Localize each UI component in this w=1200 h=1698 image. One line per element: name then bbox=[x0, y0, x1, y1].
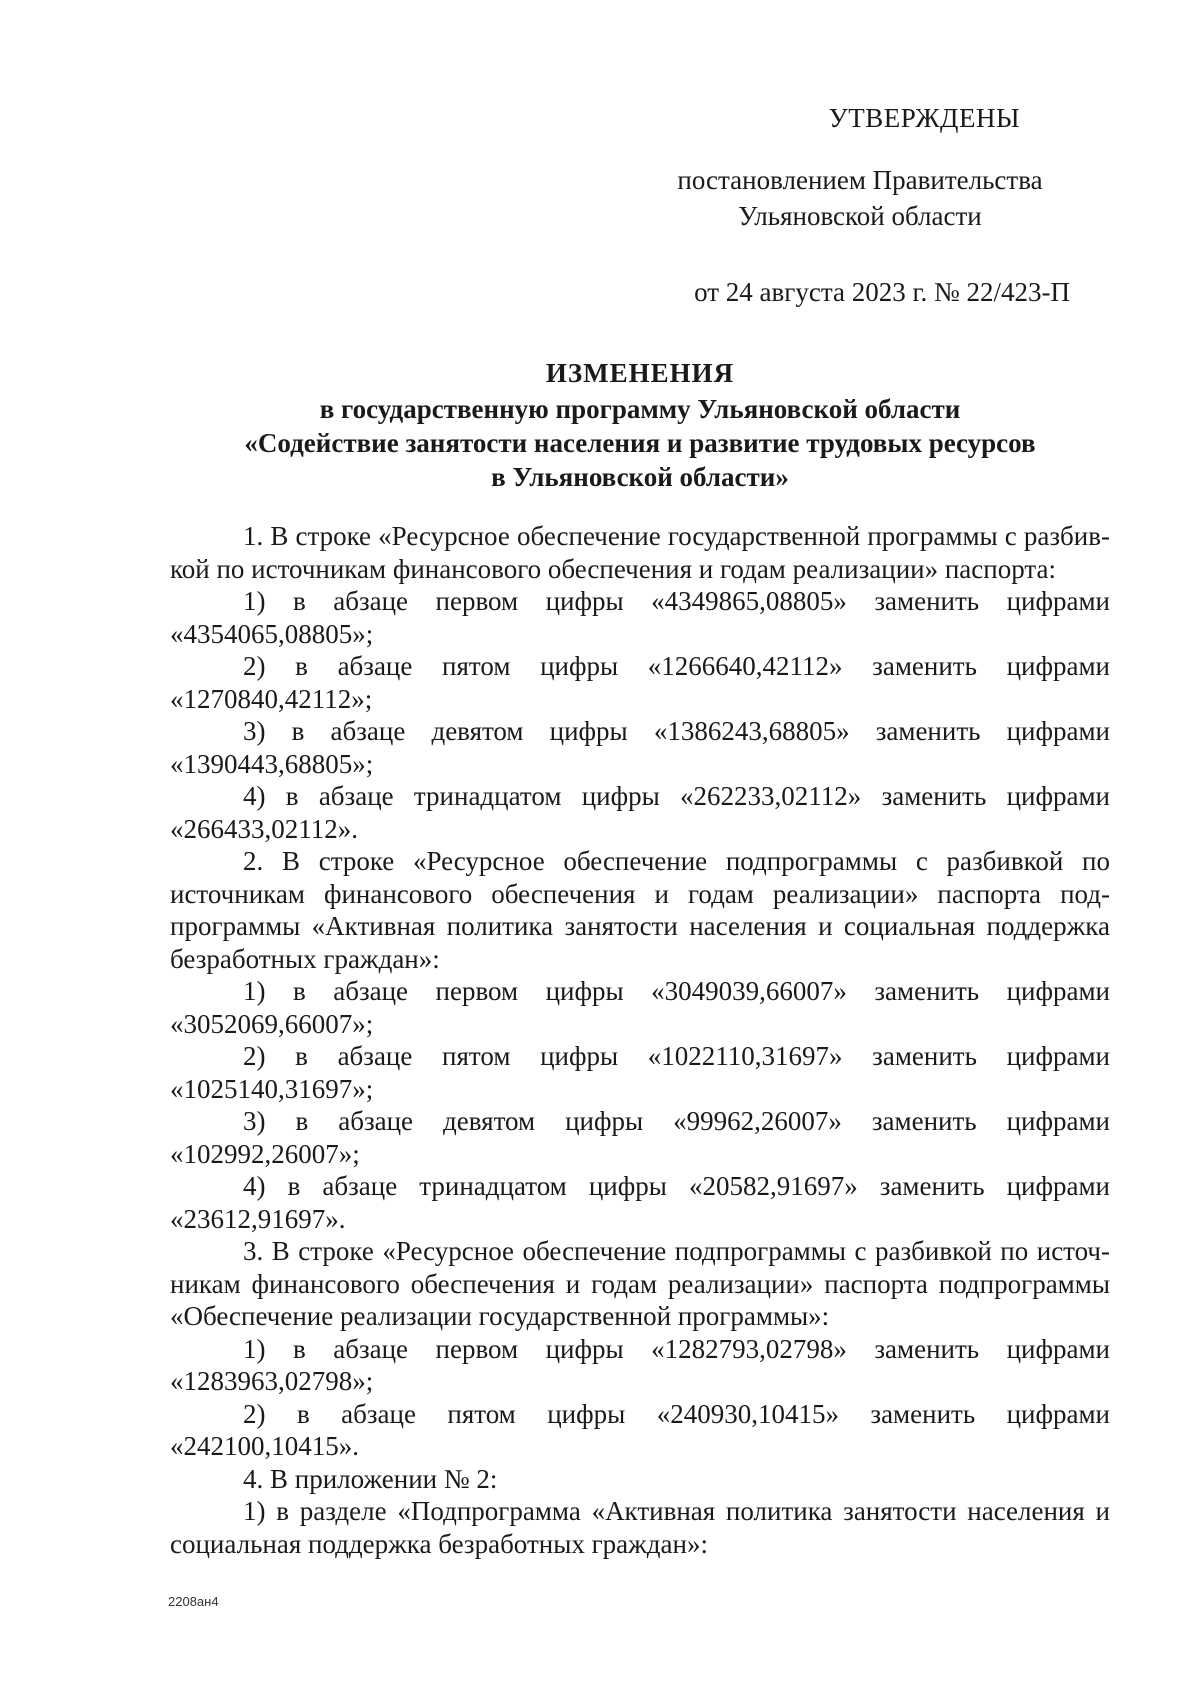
paragraph: 3) в абзаце девятом цифры «1386243,68805» заменить цифрами «1390443,68805»; bbox=[170, 716, 1110, 779]
document-title bbox=[170, 356, 1110, 494]
paragraph: 2. В строке «Ресурсное обеспечение подпрограммы с разбивкой по источникам финансового обеспечения и годам реализации» паспорта подпрограммы «Активная политика занятости населения и социальная поддержка безработных граждан»: bbox=[170, 846, 1110, 974]
approved-by-line-2: Ульяновской области bbox=[738, 201, 982, 231]
paragraph: 1. В строке «Ресурсное обеспечение государственной программы с разбивкой по источникам финансового обеспечения и годам реализации» паспорта: bbox=[170, 521, 1110, 584]
document-code: 2208ан4 bbox=[168, 1594, 219, 1609]
paragraph: 4) в абзаце тринадцатом цифры «20582,91697» заменить цифрами «23612,91697». bbox=[170, 1171, 1110, 1234]
approved-by-line-1: постановлением Правительства bbox=[677, 165, 1043, 195]
paragraph: 1) в абзаце первом цифры «4349865,08805» заменить цифрами «4354065,08805»; bbox=[170, 586, 1110, 649]
paragraph: 1) в разделе «Подпрограмма «Активная политика занятости населения и социальная поддержка безработных граждан»: bbox=[170, 1496, 1110, 1559]
paragraph: 2) в абзаце пятом цифры «1266640,42112» заменить цифрами «1270840,42112»; bbox=[170, 651, 1110, 714]
approval-date: от 24 августа 2023 г. № 22/423-П bbox=[694, 277, 1070, 307]
paragraph: 2) в абзаце пятом цифры «240930,10415» заменить цифрами «242100,10415». bbox=[170, 1398, 1110, 1461]
approval-stamp bbox=[660, 100, 1070, 310]
paragraph: 3. В строке «Ресурсное обеспечение подпрограммы с разбивкой по источникам финансового обеспечения и годам реализации» паспорта подпрограммы «Обеспечение реализации государственной программы»: bbox=[170, 1236, 1110, 1331]
title-line-2: «Содействие занятости населения и развитие трудовых ресурсов bbox=[244, 428, 1036, 458]
paragraph: 1) в абзаце первом цифры «1282793,02798» заменить цифрами «1283963,02798»; bbox=[170, 1333, 1110, 1396]
paragraph: 2) в абзаце пятом цифры «1022110,31697» заменить цифрами «1025140,31697»; bbox=[170, 1041, 1110, 1104]
paragraph: 4. В приложении № 2: bbox=[243, 1463, 498, 1494]
paragraph: 3) в абзаце девятом цифры «99962,26007» заменить цифрами «102992,26007»; bbox=[170, 1106, 1110, 1169]
paragraph: 1) в абзаце первом цифры «3049039,66007» заменить цифрами «3052069,66007»; bbox=[170, 976, 1110, 1039]
title-line-1: в государственную программу Ульяновской области bbox=[319, 394, 961, 424]
paragraph: 4) в абзаце тринадцатом цифры «262233,02112» заменить цифрами «266433,02112». bbox=[170, 781, 1110, 844]
approved-label: УТВЕРЖДЕНЫ bbox=[828, 103, 1020, 133]
title-heading: ИЗМЕНЕНИЯ bbox=[545, 358, 735, 388]
document-body bbox=[170, 520, 1110, 1560]
title-line-3: в Ульяновской области» bbox=[491, 462, 789, 492]
